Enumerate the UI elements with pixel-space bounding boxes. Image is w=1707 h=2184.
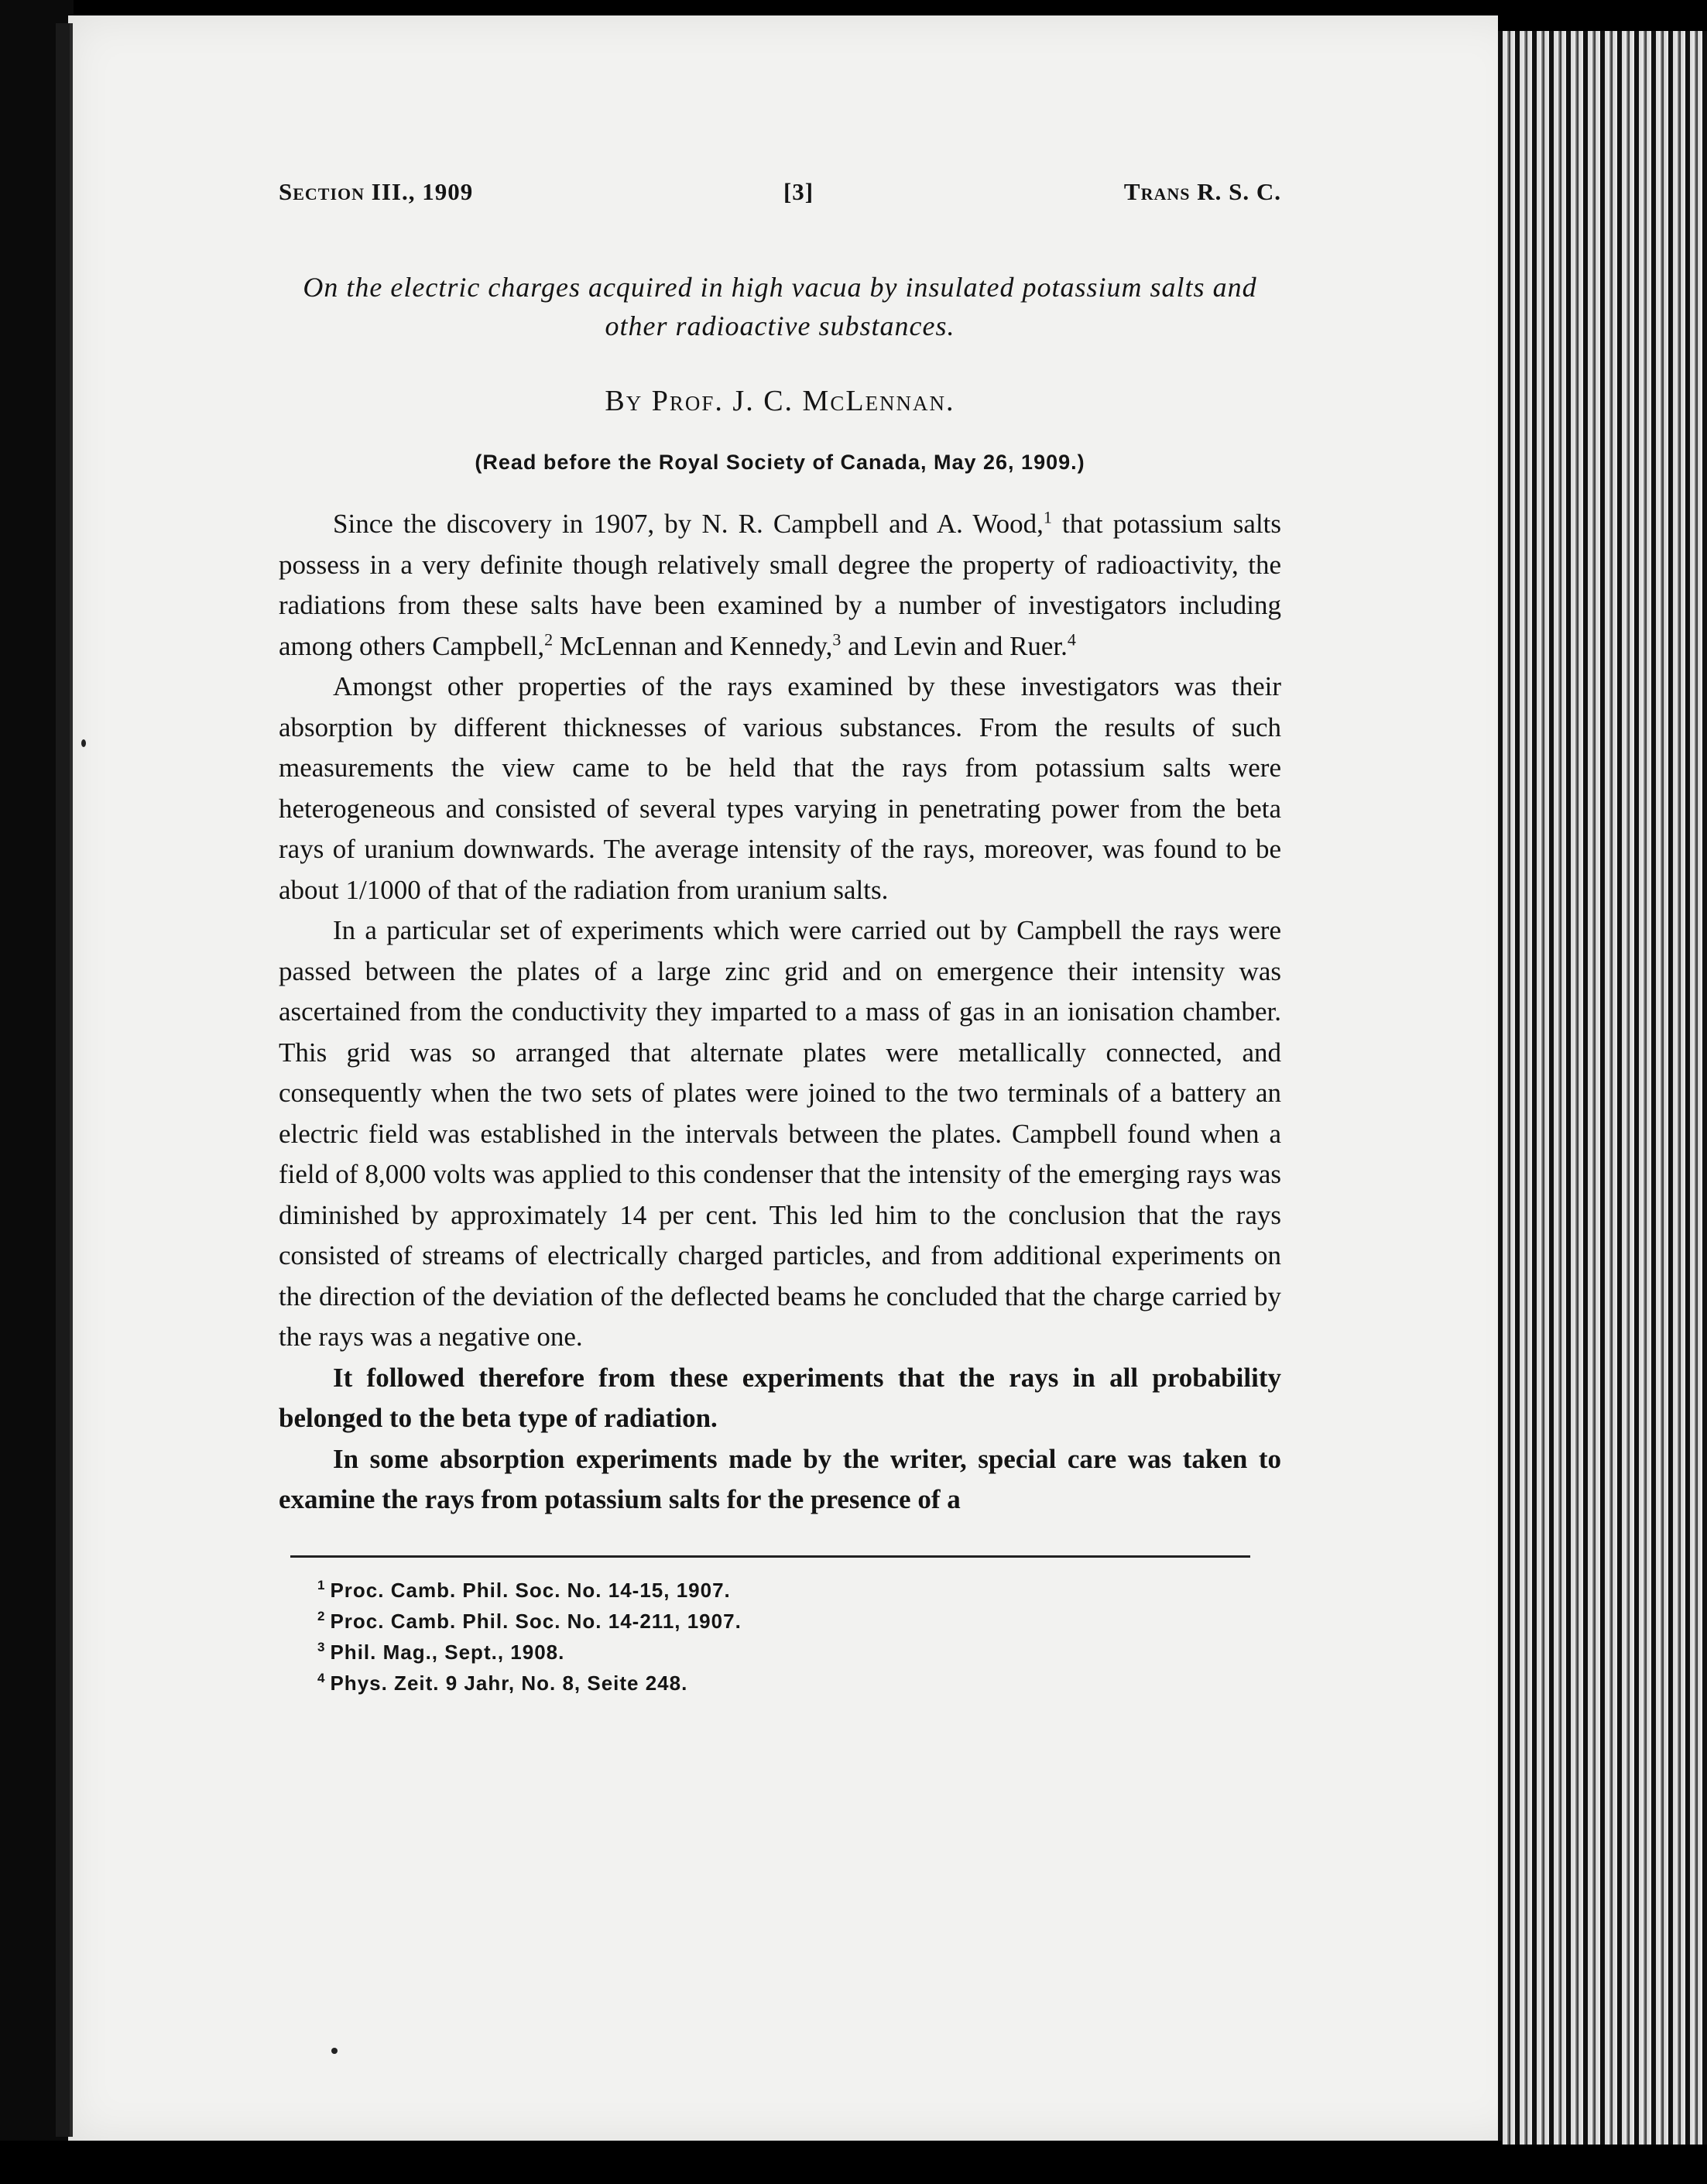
footnote-ref-4: 4 (1067, 629, 1076, 649)
footnote-text: Phys. Zeit. 9 Jahr, No. 8, Seite 248. (330, 1671, 688, 1695)
footnote-ref-2: 2 (544, 629, 554, 649)
read-note: (Read before the Royal Society of Canada, May 26, 1909.) (475, 451, 1085, 474)
footnote-ref-3: 3 (832, 629, 842, 649)
paragraph-1 (279, 504, 1281, 667)
footnote-ref-1: 1 (1043, 507, 1052, 527)
footnote-number: 3 (317, 1639, 326, 1654)
author-byline: By Prof. J. C. McLennan. (605, 385, 955, 417)
scan-top-border (0, 0, 1707, 17)
paragraph-1-part-3: McLennan and Kennedy, (553, 630, 833, 661)
ink-speck (81, 739, 86, 747)
footnote-divider (290, 1555, 1250, 1558)
footnote-item (317, 1668, 1281, 1699)
section-label: Section III., 1909 (279, 178, 474, 205)
paragraph-3: In a particular set of experiments which were carried out by Campbell the rays were passed between the plates of a large zinc grid and on emergence their intensity was ascertained from the conductivity they imparted to a mass of gas in an ionisation chamber. This grid was so arranged that alternate plates were metallically connected, and consequently when the two sets of plates were joined to the two terminals of a battery an electric field was established in the intervals between the plates. Campbell found when a field of 8,000 volts was applied to this condenser that the intensity of the emerging rays was diminished by approximately 14 per cent. This led him to the conclusion that the rays consisted of streams of electrically charged particles, and from additional experiments on the direction of the deviation of the deflected beams he concluded that the charge carried by the rays was a negative one. (279, 915, 1281, 1352)
footnote-item (317, 1606, 1281, 1637)
page-edges-bottom-shadow (1498, 2145, 1707, 2184)
running-head (279, 178, 1281, 206)
page-edges-top-shadow (1498, 0, 1707, 31)
footnote-item (317, 1637, 1281, 1668)
page-number: [3] (783, 178, 814, 205)
footnote-text: Proc. Camb. Phil. Soc. No. 14-15, 1907. (330, 1578, 731, 1602)
page-content (279, 178, 1281, 1699)
footnote-number: 4 (317, 1670, 326, 1685)
ink-speck (331, 2048, 338, 2054)
journal-label: Trans R. S. C. (1123, 178, 1281, 205)
paragraph-2: Amongst other properties of the rays examined by these investigators was their absorption by different thicknesses of various substances. From the results of such measurements the view came to be held that the rays from potassium salts were heterogeneous and consisted of several types varying in penetrating power from the beta rays of uranium downwards. The average intensity of the rays, moreover, was found to be about 1/1000 of that of the radiation from uranium salts. (279, 671, 1281, 905)
page-gutter (56, 23, 73, 2137)
footnote-item (317, 1575, 1281, 1606)
paragraph-1-part-2: that potassium salts possess in a very definite though relatively small degree the property of radioactivity, the radiations from these salts have been examined by a number of investigators including among others Campbell, (279, 509, 1282, 661)
article-body (279, 504, 1281, 1521)
footnote-number: 1 (317, 1577, 326, 1593)
paragraph-1-part-1: Since the discovery in 1907, by N. R. Campbell and A. Wood, (333, 509, 1044, 539)
footnotes (279, 1575, 1281, 1699)
paragraph-4: It followed therefore from these experiments that the rays in all probability belonged to the beta type of radiation. (279, 1362, 1281, 1433)
footnote-text: Phil. Mag., Sept., 1908. (330, 1640, 565, 1664)
book-page-edges (1498, 0, 1707, 2184)
scan-bottom-border (0, 2141, 1502, 2184)
footnote-text: Proc. Camb. Phil. Soc. No. 14-211, 1907. (330, 1609, 742, 1633)
footnote-number: 2 (317, 1608, 326, 1623)
paragraph-1-part-4: and Levin and Ruer. (841, 630, 1068, 661)
article-title: On the electric charges acquired in high vacua by insulated potassium salts and other radioactive substances. (303, 272, 1257, 341)
paragraph-5: In some absorption experiments made by the writer, special care was taken to examine the rays from potassium salts for the presence of a (279, 1443, 1281, 1514)
